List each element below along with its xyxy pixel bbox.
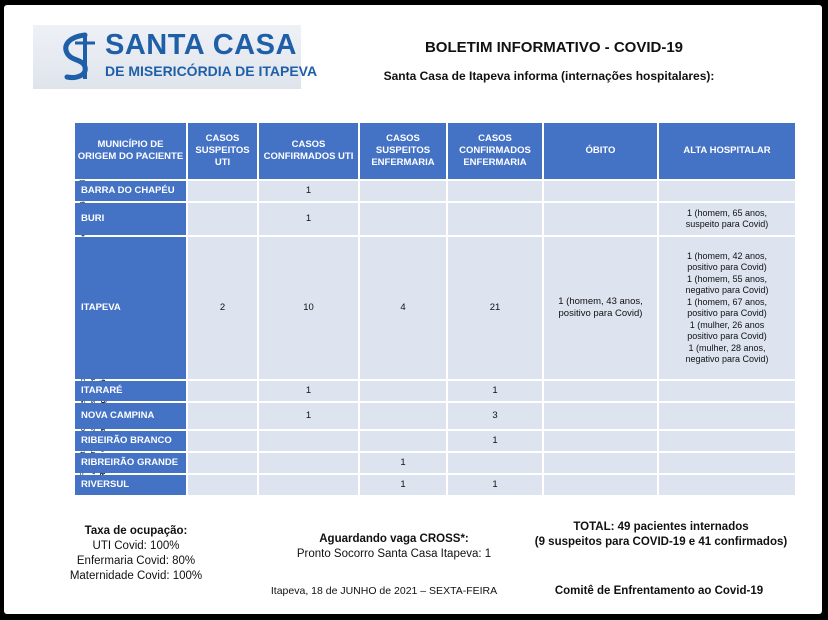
cell-obito	[544, 431, 657, 451]
cell-suspeitos-uti	[188, 475, 257, 495]
cell-suspeitos-uti	[188, 431, 257, 451]
occupancy-uti: UTI Covid: 100%	[92, 540, 180, 552]
alta-line: negativo para Covid)	[685, 285, 769, 295]
cell-municipio: RIVERSUL	[75, 475, 186, 495]
occupancy-enfermaria: Enfermaria Covid: 80%	[76, 555, 196, 567]
cell-alta-hospitalar	[659, 453, 795, 473]
cell-confirmados-enfermaria: 1	[448, 381, 542, 401]
santa-casa-logo-mark-icon	[55, 31, 105, 83]
cell-suspeitos-uti	[188, 453, 257, 473]
cell-obito	[544, 181, 657, 201]
alta-line: 1 (mulher, 26 anos	[689, 319, 765, 330]
cell-suspeitos-uti	[188, 181, 257, 201]
table-row	[75, 181, 795, 201]
cross-title: Aguardando vaga CROSS*:	[319, 533, 469, 545]
bulletin-page	[4, 5, 822, 614]
cell-municipio: ITARARÉ	[75, 381, 186, 401]
alta-line: negativo para Covid)	[685, 354, 769, 364]
total-block	[516, 520, 806, 550]
cell-obito	[544, 475, 657, 495]
cell-confirmados-uti	[259, 475, 358, 495]
bulletin-title: BOLETIM INFORMATIVO - COVID-19	[424, 39, 684, 56]
cell-suspeitos-enfermaria: 1	[360, 453, 446, 473]
cell-suspeitos-uti	[188, 203, 257, 235]
cell-municipio: NOVA CAMPINA	[75, 403, 186, 429]
cell-obito	[544, 381, 657, 401]
col-header-confirmados-enfermaria: CASOS CONFIRMADOS ENFERMARIA	[448, 123, 542, 179]
logo-text-line2: DE MISERICÓRDIA DE ITAPEVA	[105, 63, 318, 79]
col-header-suspeitos-enfermaria: CASOS SUSPEITOS ENFERMARIA	[360, 123, 446, 179]
cell-alta-hospitalar	[659, 403, 795, 429]
col-header-municipio: MUNICÍPIO DE ORIGEM DO PACIENTE	[75, 123, 186, 179]
cell-confirmados-uti	[259, 453, 358, 473]
alta-line: 1 (homem, 42 anos,	[686, 250, 768, 261]
col-header-obito: ÓBITO	[544, 123, 657, 179]
cell-alta-hospitalar	[659, 475, 795, 495]
cell-suspeitos-enfermaria	[360, 403, 446, 429]
table-row	[75, 403, 795, 429]
cell-suspeitos-enfermaria: 1	[360, 475, 446, 495]
occupancy-maternidade: Maternidade Covid: 100%	[69, 570, 203, 582]
cell-alta-hospitalar	[659, 381, 795, 401]
cell-suspeitos-enfermaria	[360, 181, 446, 201]
table-row	[75, 203, 795, 235]
cell-obito: 1 (homem, 43 anos, positivo para Covid)	[544, 237, 657, 379]
table-header-row	[75, 123, 795, 179]
col-header-alta-hospitalar: ALTA HOSPITALAR	[659, 123, 795, 179]
alta-line: 1 (homem, 67 anos,	[686, 296, 768, 307]
cell-municipio: RIBEIRÃO BRANCO	[75, 431, 186, 451]
alta-line: 1 (mulher, 28 anos,	[688, 342, 766, 353]
cell-obito	[544, 203, 657, 235]
cell-suspeitos-uti	[188, 381, 257, 401]
cell-obito	[544, 403, 657, 429]
committee-signature: Comitê de Enfrentamento ao Covid-19	[554, 585, 764, 597]
alta-line: 1 (homem, 55 anos,	[686, 273, 768, 284]
santa-casa-logo	[33, 25, 318, 89]
cell-suspeitos-enfermaria	[360, 431, 446, 451]
cell-obito	[544, 453, 657, 473]
bulletin-date: Itapeva, 18 de JUNHO de 2021 – SEXTA-FEIRA	[270, 585, 498, 597]
alta-line: positivo para Covid)	[687, 331, 767, 341]
total-line1: TOTAL: 49 pacientes internados	[573, 521, 749, 533]
hospitalization-table	[73, 121, 797, 497]
alta-line: suspeito para Covid)	[685, 219, 769, 229]
cell-confirmados-uti: 1	[259, 203, 358, 235]
alta-line: positivo para Covid)	[687, 308, 767, 318]
cell-confirmados-enfermaria: 1	[448, 431, 542, 451]
cell-municipio: RIBREIRÃO GRANDE	[75, 453, 186, 473]
cell-alta-hospitalar	[659, 237, 795, 379]
occupancy-block	[56, 524, 216, 584]
cell-confirmados-uti: 10	[259, 237, 358, 379]
cell-suspeitos-enfermaria	[360, 203, 446, 235]
cell-municipio: BARRA DO CHAPÉU	[75, 181, 186, 201]
cross-block	[269, 532, 519, 562]
alta-line: positivo para Covid)	[687, 262, 767, 272]
cell-alta-hospitalar	[659, 203, 795, 235]
cell-confirmados-enfermaria: 1	[448, 475, 542, 495]
cell-suspeitos-uti: 2	[188, 237, 257, 379]
cell-confirmados-enfermaria	[448, 453, 542, 473]
cell-confirmados-uti	[259, 431, 358, 451]
logo-text-line1: SANTA CASA	[105, 29, 297, 61]
cell-suspeitos-enfermaria	[360, 381, 446, 401]
cell-confirmados-enfermaria: 3	[448, 403, 542, 429]
cell-confirmados-enfermaria	[448, 203, 542, 235]
table-row	[75, 431, 795, 451]
cell-confirmados-uti: 1	[259, 403, 358, 429]
table-row	[75, 475, 795, 495]
cell-alta-hospitalar	[659, 431, 795, 451]
col-header-suspeitos-uti: CASOS SUSPEITOS UTI	[188, 123, 257, 179]
table-row	[75, 381, 795, 401]
cell-confirmados-enfermaria	[448, 181, 542, 201]
table-row	[75, 237, 795, 379]
cell-confirmados-enfermaria: 21	[448, 237, 542, 379]
bulletin-subtitle: Santa Casa de Itapeva informa (internações hospitalares):	[383, 69, 715, 83]
occupancy-title: Taxa de ocupação:	[84, 525, 188, 537]
table-row	[75, 453, 795, 473]
alta-line: 1 (homem, 65 anos,	[686, 207, 768, 218]
col-header-confirmados-uti: CASOS CONFIRMADOS UTI	[259, 123, 358, 179]
cell-suspeitos-uti	[188, 403, 257, 429]
total-line2: (9 suspeitos para COVID-19 e 41 confirmados)	[534, 536, 788, 548]
cell-municipio: BURI	[75, 203, 186, 235]
cell-alta-hospitalar	[659, 181, 795, 201]
cell-confirmados-uti: 1	[259, 381, 358, 401]
cell-suspeitos-enfermaria: 4	[360, 237, 446, 379]
cross-value: Pronto Socorro Santa Casa Itapeva: 1	[296, 548, 492, 560]
cell-municipio: ITAPEVA	[75, 237, 186, 379]
cell-confirmados-uti: 1	[259, 181, 358, 201]
